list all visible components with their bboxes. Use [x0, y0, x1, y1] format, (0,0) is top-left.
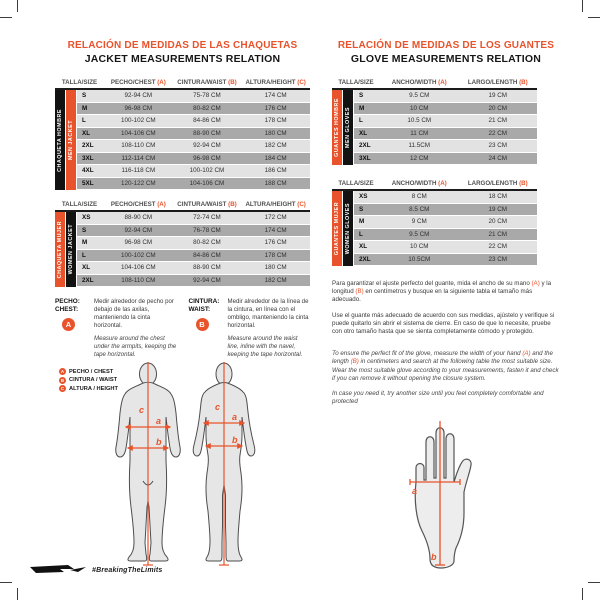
size-cell: S [359, 205, 364, 213]
height-cell: 180 CM [264, 129, 287, 137]
length-cell: 23 CM [488, 255, 508, 263]
size-cell: M [82, 239, 88, 247]
size-cell: XS [82, 214, 91, 222]
header-length: LARGO/LENGTH (B) [467, 180, 528, 187]
size-cell: M [359, 218, 365, 226]
chest-cell: 92-94 CM [124, 226, 153, 234]
header-waist: CINTURA/WAIST (B) [177, 201, 237, 208]
legend-letter-badge: B [60, 377, 65, 383]
waist-label-en: WAIST: [188, 306, 211, 313]
size-cell: M [359, 104, 365, 112]
table-row [354, 229, 537, 242]
women-gloves-header [332, 180, 537, 187]
legend-item [59, 368, 118, 375]
height-cell: 186 CM [264, 167, 287, 175]
legend-label: CINTURA / WAIST [69, 377, 118, 384]
size-cell: S [82, 226, 87, 234]
men-gloves-header [332, 79, 537, 86]
label-a: a [156, 416, 162, 427]
waist-cell: 104-106 CM [189, 179, 225, 187]
table-row [77, 103, 310, 116]
chest-cell: 120-122 CM [121, 179, 156, 187]
width-cell: 10 CM [409, 104, 429, 112]
length-cell: 24 CM [488, 154, 508, 162]
hand-diagram [400, 418, 492, 570]
men-gloves-table [332, 79, 537, 165]
table-row [77, 90, 310, 103]
size-cell: L [82, 117, 86, 125]
waist-cell: 75-78 CM [193, 92, 221, 100]
header-size: TALLA/SIZE [61, 79, 98, 86]
crop-mark [0, 17, 12, 18]
size-cell: 3XL [359, 154, 371, 162]
chest-cell: 96-98 CM [124, 104, 153, 112]
label-a: a [232, 412, 238, 423]
width-cell: 10.5 CM [407, 117, 432, 125]
size-cell: 4XL [82, 167, 94, 175]
height-cell: 182 CM [264, 142, 287, 150]
width-cell: 10.5CM [408, 255, 431, 263]
brand-logo [30, 564, 86, 576]
women-jacket-rows [77, 212, 310, 287]
crop-mark [17, 588, 18, 600]
table-row [77, 275, 310, 288]
length-cell: 20 CM [488, 104, 508, 112]
women-gloves-rows [354, 191, 537, 266]
header-size: TALLA/SIZE [61, 201, 98, 208]
waist-instruction [189, 298, 311, 358]
chest-cell: 100-102 CM [121, 251, 156, 259]
gloves-title-es: RELACIÓN DE MEDIDAS DE LOS GUANTES [337, 40, 555, 51]
header-chest: PECHO/CHEST (A) [110, 79, 166, 86]
width-cell: 8 CM [411, 193, 427, 201]
height-cell: 178 CM [264, 117, 287, 125]
size-cell: 2XL [82, 276, 94, 284]
size-cell: L [359, 230, 363, 238]
table-row [77, 128, 310, 141]
width-cell: 12 CM [409, 154, 429, 162]
crop-mark [17, 0, 18, 12]
chest-label-en: CHEST: [55, 306, 79, 313]
legend-label: PECHO / CHEST [69, 368, 114, 375]
waist-label-es: CINTURA: [188, 298, 220, 305]
footer-hashtag: #BreakingTheLimits [92, 566, 163, 574]
gloves-section [332, 40, 560, 578]
glove-instructions-en-2: In case you need it, try another size until you feel completely comfortable and protected [332, 389, 544, 406]
header-waist: CINTURA/WAIST (B) [177, 79, 237, 86]
size-cell: 3XL [82, 154, 94, 162]
side-label-en: MEN JACKET [66, 90, 76, 190]
women-gloves-table [332, 180, 537, 266]
table-row [354, 140, 537, 153]
jackets-title-en: JACKET MEASUREMENTS RELATION [84, 53, 281, 65]
men-gloves-rows [354, 90, 537, 165]
size-cell: 5XL [82, 179, 94, 187]
side-label-en: WOMEN GLOVES [343, 191, 353, 266]
table-row [77, 153, 310, 166]
waist-cell: 88-90 CM [193, 264, 221, 272]
side-label-es: CHAQUETA MUJER [55, 212, 65, 287]
width-cell: 10 CM [409, 243, 429, 251]
width-cell: 9.5 CM [409, 92, 430, 100]
table-row [354, 191, 537, 204]
crop-mark [582, 588, 583, 600]
table-row [354, 204, 537, 217]
jackets-section [55, 40, 310, 578]
chest-instruction [55, 298, 177, 358]
size-cell: 2XL [82, 142, 94, 150]
size-cell: 2XL [359, 255, 371, 263]
waist-cell: 96-98 CM [193, 154, 221, 162]
label-b: b [156, 437, 162, 448]
label-b: b [232, 435, 238, 446]
height-cell: 188 CM [264, 179, 287, 187]
length-cell: 21 CM [488, 230, 508, 238]
length-cell: 20 CM [488, 218, 508, 226]
length-cell: 18 CM [488, 193, 508, 201]
header-width: ANCHO/WIDTH (A) [391, 180, 447, 187]
chest-text-es: Medir alrededor de pecho por debajo de las axilas, manteniendo la cinta horizontal. [94, 298, 174, 329]
table-row [77, 237, 310, 250]
side-label-es: GUANTES HOMBRE [332, 90, 342, 165]
side-label-en: MEN GLOVES [343, 90, 353, 165]
height-cell: 172 CM [264, 214, 287, 222]
chest-cell: 116-118 CM [121, 167, 156, 175]
height-cell: 182 CM [264, 276, 287, 284]
waist-cell: 92-94 CM [193, 142, 221, 150]
size-cell: XS [359, 193, 368, 201]
size-cell: XL [82, 129, 91, 137]
size-cell: XL [359, 243, 368, 251]
legend-label: ALTURA / HEIGHT [69, 385, 118, 392]
waist-text-es: Medir alrededor de la línea de la cintura, en línea con el ombligo, manteniendo la cinta horizontal. [227, 298, 309, 329]
waist-cell: 76-78 CM [193, 226, 221, 234]
chest-cell: 88-90 CM [124, 214, 153, 222]
table-row [354, 115, 537, 128]
table-row [354, 254, 537, 267]
table-row [354, 216, 537, 229]
table-row [354, 153, 537, 166]
female-body-diagram [189, 360, 259, 572]
letter-a-badge: A [62, 318, 75, 331]
chest-cell: 92-94 CM [124, 92, 153, 100]
waist-cell: 88-90 CM [193, 129, 221, 137]
header-chest: PECHO/CHEST (A) [110, 201, 166, 208]
header-height: ALTURA/HEIGHT (C) [245, 79, 306, 86]
header-size: TALLA/SIZE [338, 79, 374, 86]
height-cell: 178 CM [264, 251, 287, 259]
label-c: c [139, 405, 145, 416]
length-cell: 21 CM [488, 117, 508, 125]
measure-legend [59, 368, 118, 394]
width-cell: 9.5 CM [409, 230, 430, 238]
table-row [354, 103, 537, 116]
side-label-es: CHAQUETA HOMBRE [55, 90, 65, 190]
table-row [77, 140, 310, 153]
size-cell: L [359, 117, 363, 125]
width-cell: 11 CM [410, 129, 429, 137]
women-jacket-table [55, 201, 310, 287]
glove-instructions-es-2: Use el guante más adecuado de acuerdo con sus medidas, ajústelo y verifique si puede quitarlo sin abrir el sistema de cierre. En caso de que lo necesite, pruebe con otro tamaño hasta que se sienta completamente cómodo y protegido. [332, 311, 555, 335]
men-jacket-side-labels [55, 90, 76, 190]
measure-instructions [55, 298, 310, 358]
legend-letter-badge: A [60, 369, 65, 375]
width-cell: 9 CM [411, 218, 427, 226]
size-cell: 2XL [359, 142, 371, 150]
crop-mark [582, 0, 583, 12]
crop-mark [588, 582, 600, 583]
waist-cell: 80-82 CM [193, 104, 221, 112]
glove-instructions-es: Para garantizar el ajuste perfecto del guante, mida el ancho de su mano (A) y la longitud (B) en centímetros y busque en la siguiente tabla el tamaño más adecuado. Use el guante más adecuado de acuerdo con sus medidas, ajústelo y verifique si puede quitarlo sin abrir el sistema de cierre. En caso de que lo necesite, pruebe con otro tamaño hasta que se sienta completamente cómodo y protegido. [332, 280, 560, 336]
table-row [77, 165, 310, 178]
table-row [77, 262, 310, 275]
chest-text-en: Measure around the chest under the armpits, keeping the tape horizontal. [94, 334, 177, 358]
jackets-title-es: RELACIÓN DE MEDIDAS DE LAS CHAQUETAS [67, 40, 298, 51]
chest-cell: 108-110 CM [121, 276, 156, 284]
length-cell: 23 CM [488, 142, 508, 150]
chest-cell: 96-98 CM [124, 239, 153, 247]
label-c: c [215, 402, 221, 413]
size-cell: XL [82, 264, 91, 272]
header-height: ALTURA/HEIGHT (C) [245, 201, 306, 208]
chest-cell: 108-110 CM [121, 142, 156, 150]
size-cell: S [82, 92, 87, 100]
side-label-es: GUANTES MUJER [332, 191, 342, 266]
table-row [77, 250, 310, 263]
height-cell: 176 CM [264, 104, 287, 112]
legend-item [59, 377, 118, 384]
length-cell: 22 CM [488, 243, 508, 251]
legend-item [59, 385, 118, 392]
chest-label-es: PECHO: [55, 298, 80, 305]
waist-cell: 80-82 CM [193, 239, 221, 247]
men-jacket-header [55, 79, 310, 86]
height-cell: 184 CM [264, 154, 287, 162]
waist-cell: 84-86 CM [193, 117, 221, 125]
table-row [77, 225, 310, 238]
width-cell: 8.5 CM [409, 205, 430, 213]
glove-instructions-en: To ensure the perfect fit of the glove, measure the width of your hand (A) and the length (B) in centimeters and search at the following table the most suitable size. Wear the most suitable glove according to your measurements, fasten it and check if you can remove it without opening the closure system. In case you need it, try another size until you feel completely comfortable and protected [332, 350, 559, 406]
hand-label-b: b [431, 552, 437, 563]
women-gloves-side-labels [332, 191, 353, 266]
table-row [77, 212, 310, 225]
table-row [354, 90, 537, 103]
length-cell: 19 CM [488, 92, 508, 100]
size-cell: XL [359, 129, 368, 137]
table-row [77, 115, 310, 128]
width-cell: 11.5CM [408, 142, 431, 150]
size-cell: M [82, 104, 88, 112]
waist-cell: 72-74 CM [193, 214, 221, 222]
waist-cell: 92-94 CM [193, 276, 221, 284]
men-gloves-side-labels [332, 90, 353, 165]
chest-cell: 104-106 CM [121, 129, 156, 137]
women-jacket-side-labels [55, 212, 76, 287]
chest-cell: 112-114 CM [121, 154, 156, 162]
height-cell: 176 CM [264, 239, 287, 247]
male-body-diagram [113, 360, 183, 572]
side-label-en: WOMEN JACKET [66, 212, 76, 287]
size-cell: L [82, 251, 86, 259]
body-diagrams [55, 360, 310, 578]
table-row [77, 178, 310, 191]
length-cell: 19 CM [488, 205, 508, 213]
header-size: TALLA/SIZE [338, 180, 374, 187]
waist-cell: 84-86 CM [193, 251, 221, 259]
size-cell: S [359, 92, 364, 100]
footer [30, 564, 163, 576]
hand-label-a: a [412, 486, 418, 497]
gloves-title-en: GLOVE MEASUREMENTS RELATION [350, 53, 542, 65]
men-jacket-rows [77, 90, 310, 190]
height-cell: 180 CM [264, 264, 287, 272]
women-jacket-header [55, 201, 310, 208]
header-width: ANCHO/WIDTH (A) [391, 79, 447, 86]
chest-cell: 100-102 CM [121, 117, 156, 125]
crop-mark [588, 17, 600, 18]
letter-b-badge: B [196, 318, 209, 331]
crop-mark [0, 582, 12, 583]
table-row [354, 241, 537, 254]
header-length: LARGO/LENGTH (B) [467, 79, 528, 86]
waist-cell: 100-102 CM [189, 167, 225, 175]
waist-text-en: Measure around the waist line, inline with the navel, keeping the tape horizontal. [227, 334, 303, 358]
height-cell: 174 CM [264, 226, 287, 234]
length-cell: 22 CM [488, 129, 508, 137]
legend-letter-badge: C [60, 386, 65, 392]
table-row [354, 128, 537, 141]
height-cell: 174 CM [264, 92, 287, 100]
chest-cell: 104-106 CM [121, 264, 156, 272]
men-jacket-table [55, 79, 310, 190]
